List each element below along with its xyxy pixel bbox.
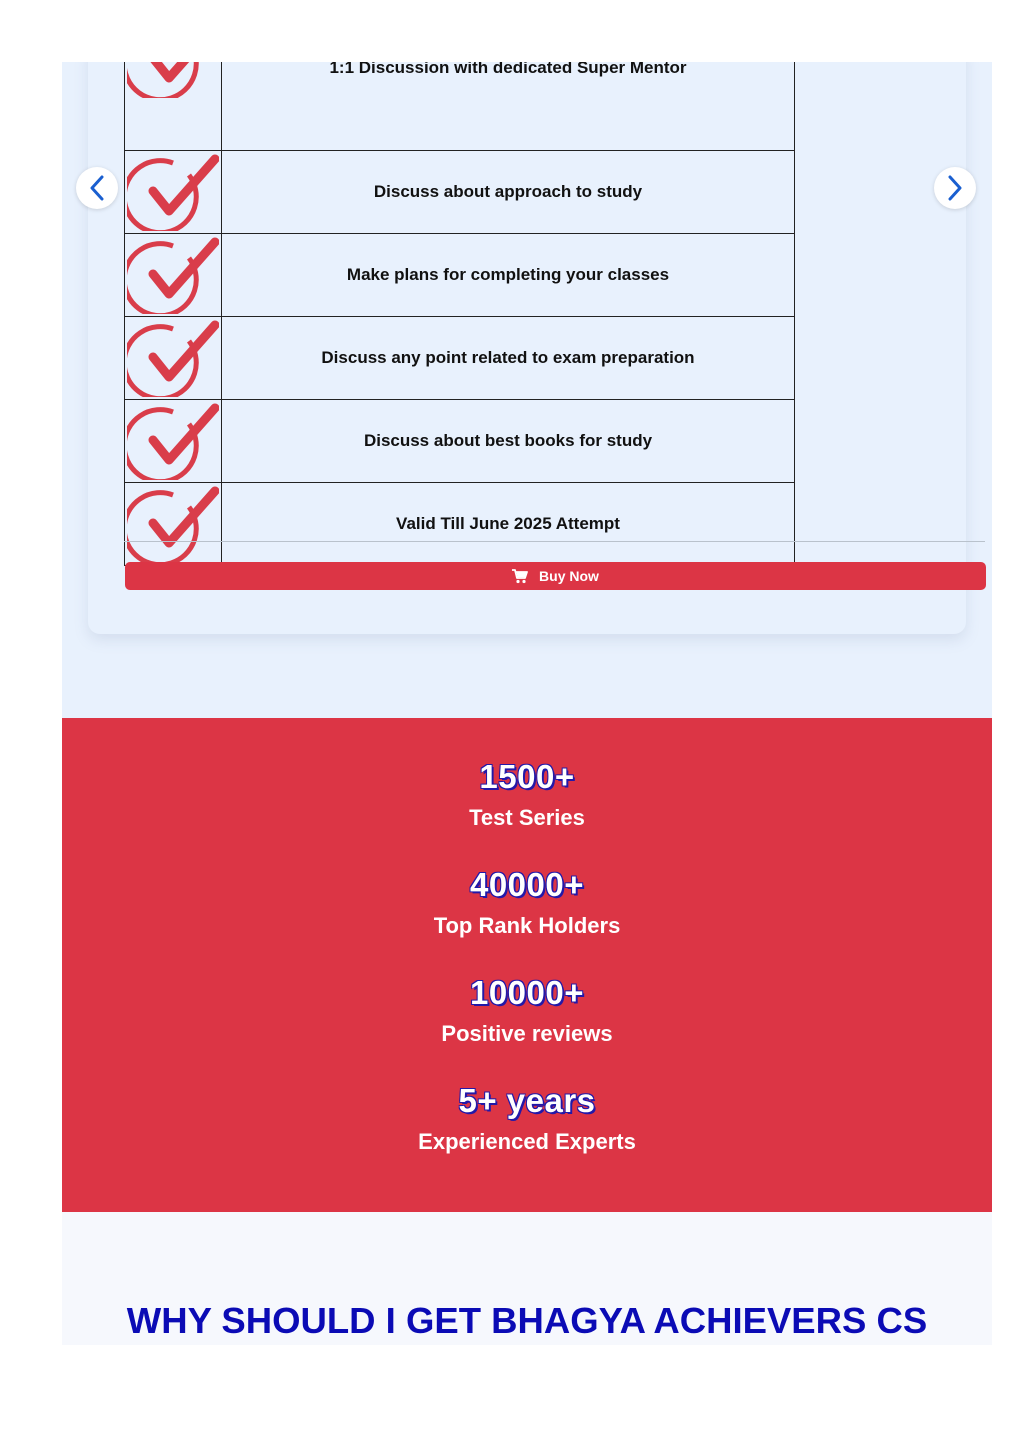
feature-row (125, 317, 795, 400)
cart-icon (512, 569, 528, 584)
plan-card (88, 62, 966, 634)
page-frame (62, 62, 992, 1345)
feature-text: Discuss about best books for study (222, 400, 795, 483)
feature-text: Valid Till June 2025 Attempt (222, 483, 795, 566)
stat-value: 40000+ (469, 866, 585, 903)
carousel-next-button[interactable] (934, 167, 976, 209)
stats-section (62, 718, 992, 1212)
stat-item (62, 1083, 992, 1155)
feature-text: Discuss any point related to exam preparation (222, 317, 795, 400)
pricing-section (62, 62, 992, 718)
stat-value: 10000+ (469, 974, 585, 1011)
check-circle-icon (127, 153, 219, 231)
feature-row (125, 151, 795, 234)
stat-label: Test Series (469, 805, 585, 830)
check-circle-icon (127, 319, 219, 397)
feature-icon-cell (125, 400, 222, 483)
stat-label: Positive reviews (441, 1021, 613, 1046)
stat-item (62, 975, 992, 1047)
feature-icon-cell (125, 234, 222, 317)
stat-value: 5+ years (458, 1082, 596, 1119)
stat-item (62, 867, 992, 939)
chevron-right-icon (947, 175, 963, 201)
why-section (62, 1212, 992, 1345)
feature-text: Make plans for completing your classes (222, 234, 795, 317)
buy-now-button[interactable] (125, 562, 986, 590)
feature-icon-cell (125, 317, 222, 400)
chevron-left-icon (89, 175, 105, 201)
stat-item (62, 759, 992, 831)
stat-value: 1500+ (479, 758, 575, 795)
check-circle-icon (127, 236, 219, 314)
check-circle-icon (127, 402, 219, 480)
stat-label: Experienced Experts (418, 1129, 636, 1154)
check-circle-icon (127, 62, 219, 98)
feature-icon-cell (125, 483, 222, 566)
card-divider (124, 541, 985, 542)
feature-row (125, 483, 795, 566)
feature-icon-cell (125, 151, 222, 234)
feature-text: 1:1 Discussion with dedicated Super Mentor (222, 62, 795, 151)
stat-label: Top Rank Holders (433, 913, 621, 938)
feature-row (125, 62, 795, 151)
buy-now-label: Buy Now (539, 568, 599, 584)
features-table (124, 62, 795, 566)
why-section-title: WHY SHOULD I GET BHAGYA ACHIEVERS CS (126, 1300, 928, 1341)
check-circle-icon (127, 485, 219, 563)
feature-row (125, 234, 795, 317)
carousel-prev-button[interactable] (76, 167, 118, 209)
feature-text: Discuss about approach to study (222, 151, 795, 234)
feature-row (125, 400, 795, 483)
feature-icon-cell (125, 62, 222, 151)
